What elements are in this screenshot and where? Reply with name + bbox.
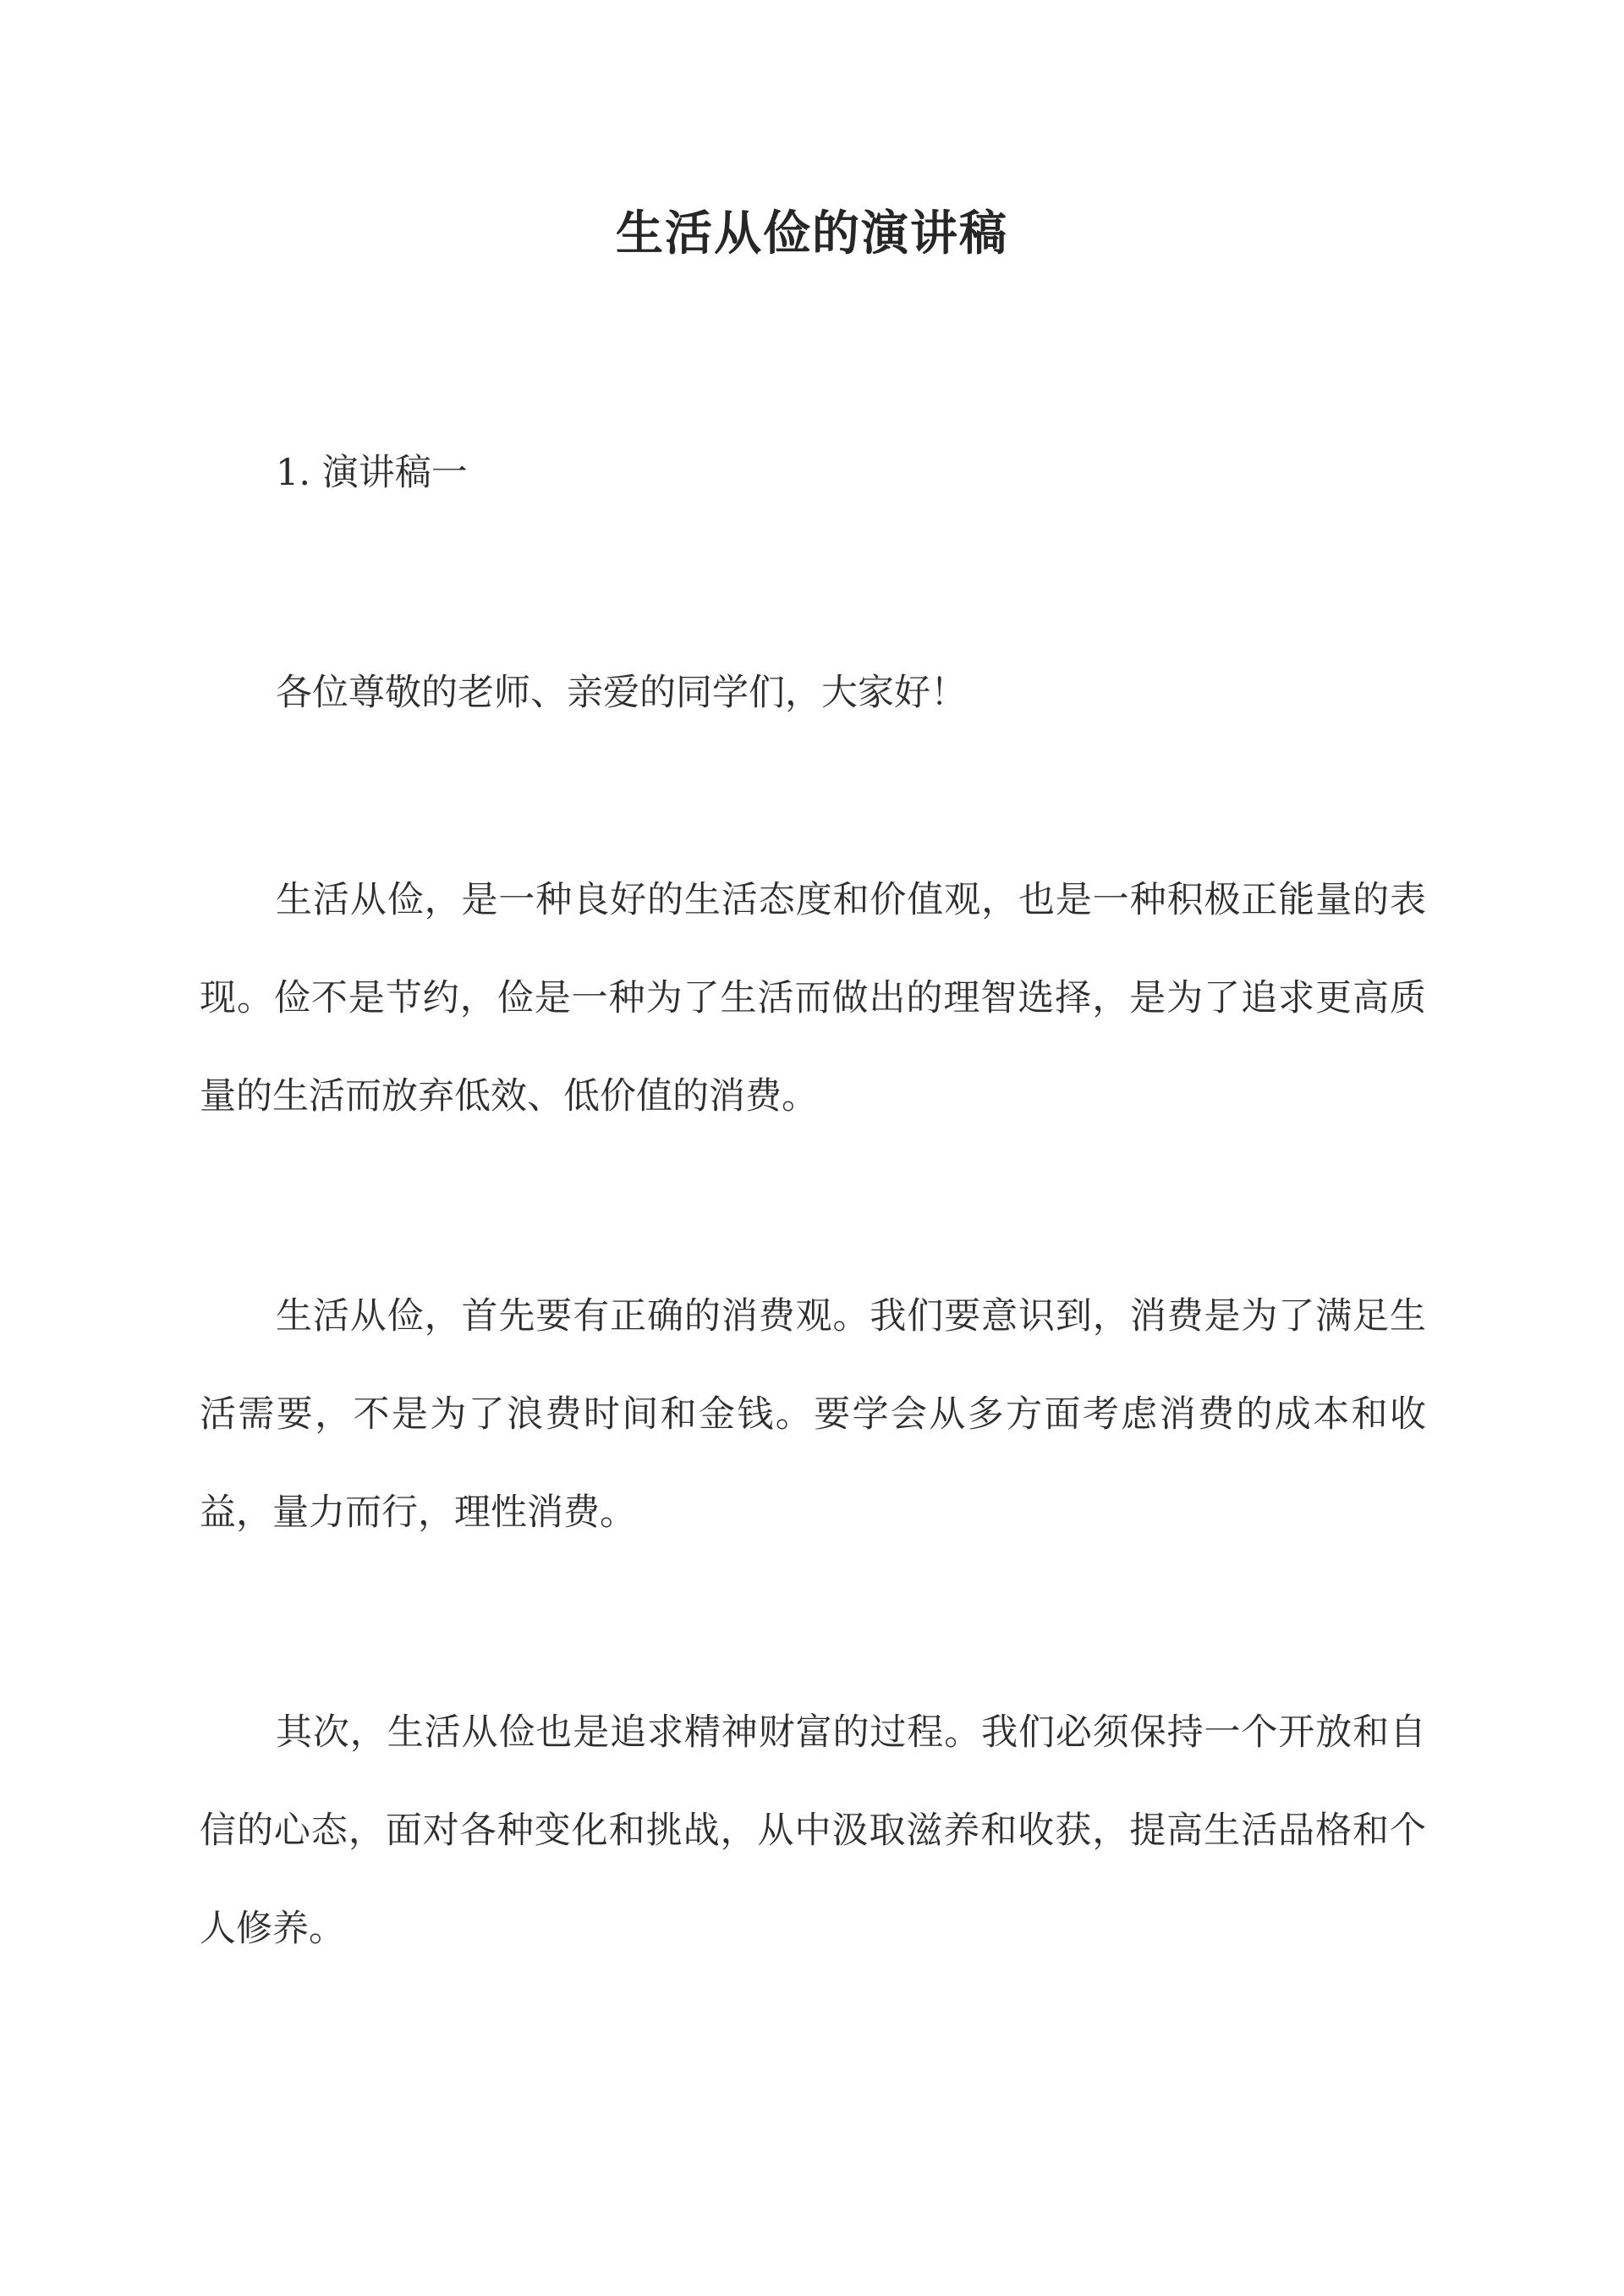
document-title: 生活从俭的演讲稿: [616, 206, 1008, 261]
body-paragraph-1: 生活从俭，是一种良好的生活态度和价值观，也是一种积极正能量的表现。俭不是节约，俭是一种为了生活而做出的理智选择，是为了追求更高质量的生活而放弃低效、低价值的消费。: [200, 879, 1426, 1118]
body-paragraph-3: 其次，生活从俭也是追求精神财富的过程。我们必须保持一个开放和自信的心态，面对各种变化和挑战，从中汲取滋养和收获，提高生活品格和个人修养。: [200, 1711, 1426, 1950]
section-heading: 1. 演讲稿一: [276, 452, 468, 494]
body-paragraph-2: 生活从俭，首先要有正确的消费观。我们要意识到，消费是为了满足生活需要，不是为了浪费时间和金钱。要学会从多方面考虑消费的成本和收益，量力而行，理性消费。: [200, 1295, 1426, 1534]
greeting-line: 各位尊敬的老师、亲爱的同学们，大家好！: [276, 672, 967, 714]
